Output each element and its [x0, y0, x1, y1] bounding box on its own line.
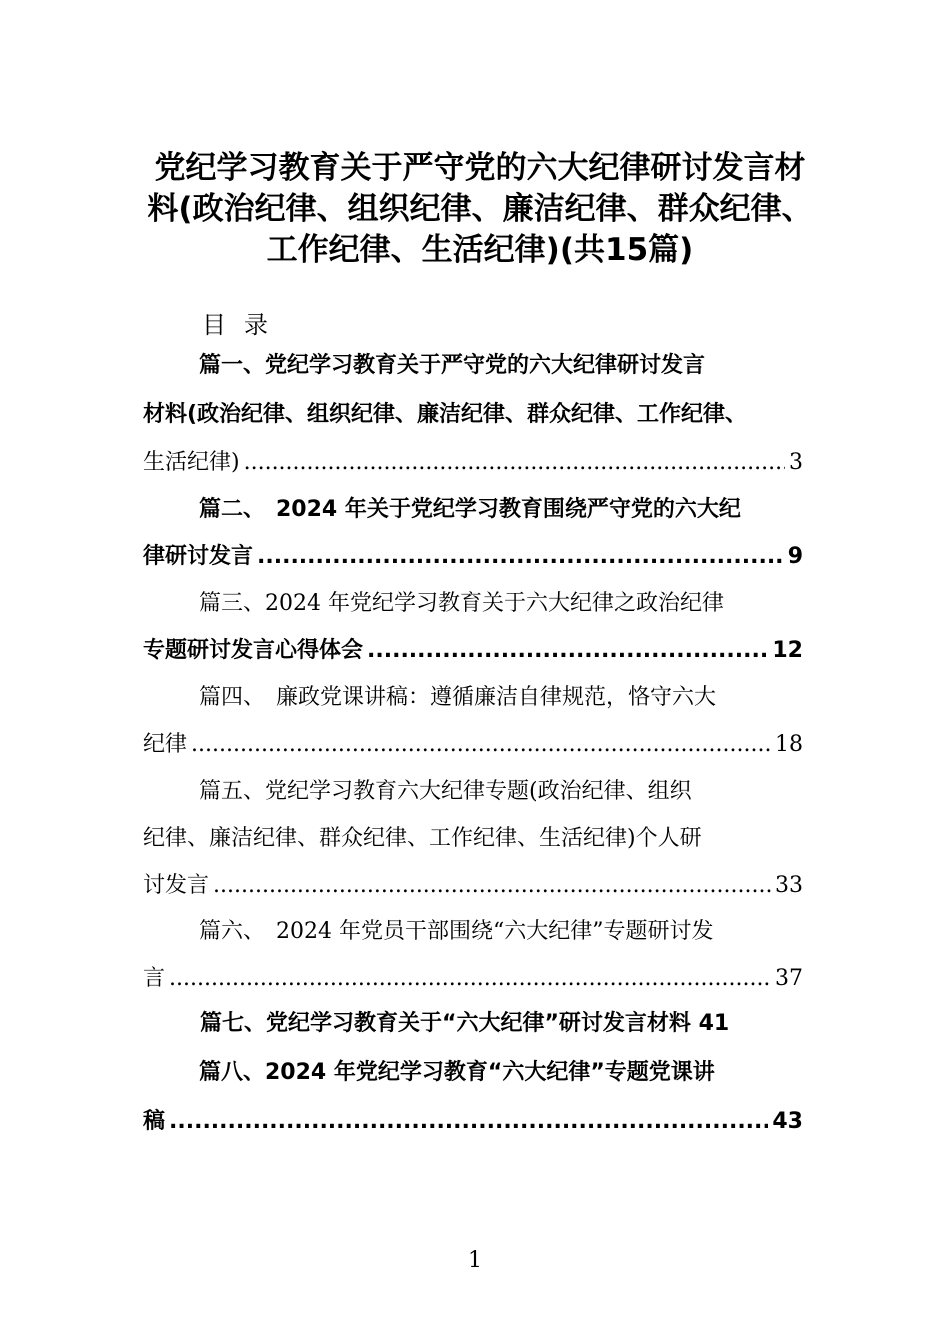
toc-entry-3-line-1: 篇三、2024 年党纪学习教育关于六大纪律之政治纪律	[199, 591, 724, 616]
toc-entry-2-page: 9	[787, 544, 803, 569]
toc-entry-1-line-1: 篇一、党纪学习教育关于严守党的六大纪律研讨发言	[199, 353, 706, 378]
toc-entry-5-line-1: 篇五、党纪学习教育六大纪律专题(政治纪律、组织	[199, 779, 692, 804]
toc-entry-8-line-1: 篇八、2024 年党纪学习教育“六大纪律”专题党课讲	[199, 1060, 715, 1085]
toc-entry-1-line-3	[143, 446, 803, 480]
leader-dots	[257, 540, 784, 574]
toc-entry-8-line-2	[143, 1105, 803, 1139]
leader-dots	[244, 446, 785, 480]
toc-entry-4-page: 18	[775, 732, 803, 757]
toc-entry-3-text: 专题研讨发言心得体会	[143, 638, 364, 663]
toc-entry-6-text: 言	[143, 966, 166, 991]
toc-entry-7-page: 41	[698, 1011, 730, 1036]
page-title: 党纪学习教育关于严守党的六大纪律研讨发言材料(政治纪律、组织纪律、廉洁纪律、群众纪律、工作纪律、生活纪律)(共15篇)	[147, 150, 813, 268]
toc-entry-5-line-2: 纪律、廉洁纪律、群众纪律、工作纪律、生活纪律)个人研	[143, 826, 702, 851]
toc-entry-5-text: 讨发言	[143, 873, 210, 898]
leader-dots	[191, 728, 771, 762]
toc-entry-6-line-2	[143, 962, 803, 996]
toc-entry-3-line-2	[143, 634, 803, 668]
leader-dots	[169, 1105, 768, 1139]
toc-entry-5-page: 33	[775, 873, 803, 898]
toc-entry-8-page: 43	[772, 1109, 803, 1134]
leader-dots	[169, 962, 771, 996]
toc-entry-7-text: 篇七、党纪学习教育关于“六大纪律”研讨发言材料	[200, 1011, 691, 1036]
toc-entry-4-text: 纪律	[143, 732, 188, 757]
toc-entry-1-page: 3	[789, 450, 803, 475]
toc-entry-1-line-2: 材料(政治纪律、组织纪律、廉洁纪律、群众纪律、工作纪律、	[143, 402, 748, 427]
toc-entry-6-line-1: 篇六、 2024 年党员干部围绕“六大纪律”专题研讨发	[199, 919, 714, 944]
toc-entry-4-line-1: 篇四、 廉政党课讲稿：遵循廉洁自律规范，恪守六大	[199, 685, 717, 710]
toc-entry-2-line-2	[143, 540, 803, 574]
toc-entry-5-line-3	[143, 869, 803, 903]
page-number: 1	[468, 1248, 482, 1273]
toc-entry-3-page: 12	[772, 638, 803, 663]
toc-entry-1-text: 生活纪律)	[143, 450, 240, 475]
toc-heading: 目录	[202, 311, 286, 339]
toc-entry-7-line-1	[143, 1007, 820, 1041]
toc-entry-8-text: 稿	[143, 1109, 166, 1134]
toc-entry-2-line-1: 篇二、 2024 年关于党纪学习教育围绕严守党的六大纪	[199, 497, 741, 522]
toc-entry-6-page: 37	[775, 966, 803, 991]
toc-entry-2-text: 律研讨发言	[143, 544, 254, 569]
leader-dots	[367, 634, 768, 668]
toc-entry-4-line-2	[143, 728, 803, 762]
leader-dots	[213, 869, 771, 903]
